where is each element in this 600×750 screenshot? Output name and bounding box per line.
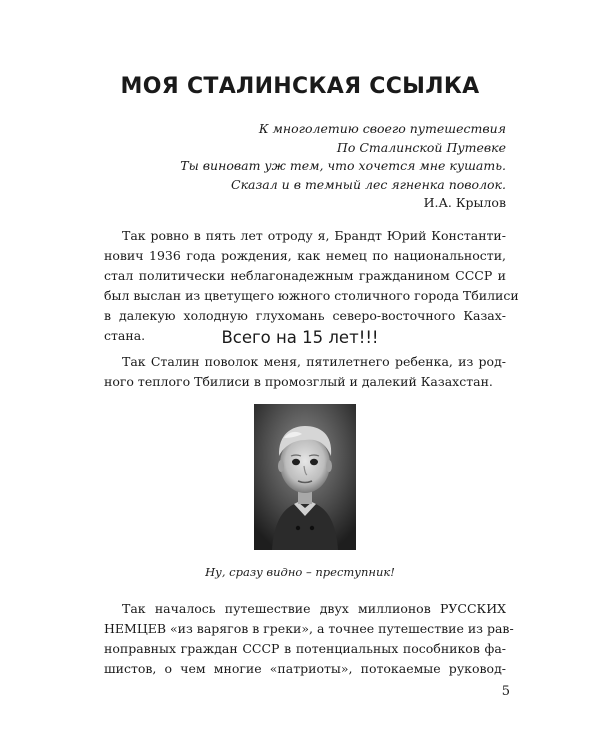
child-portrait-photo — [254, 404, 356, 550]
epigraph-line: Сказал и в темный лес ягненка поволок. — [231, 176, 506, 192]
paragraph-3 — [104, 599, 514, 679]
paragraph-line: был выслан из цветущего южного столичного города Тбилиси — [104, 288, 519, 303]
paragraph-line: ного теплого Тбилиси в промозглый и далекий Казахстан. — [104, 374, 493, 389]
paragraph-line: ноправных граждан СССР в потенциальных пособников фа- — [104, 641, 506, 656]
paragraph-line: Так началось путешествие двух миллионов РУССКИХ — [122, 601, 506, 616]
paragraph-line: НЕМЦЕВ «из варягов в греки», а точнее путешествие из рав- — [104, 621, 514, 636]
epigraph-author: И.А. Крылов — [423, 195, 506, 210]
page-number: 5 — [501, 684, 510, 699]
epigraph-line: Ты виноват уж тем, что хочется мне кушать. — [180, 158, 506, 173]
paragraph-line: стана. — [104, 328, 146, 343]
paragraph-2 — [104, 352, 506, 392]
paragraph-line: нович 1936 года рождения, как немец по национальности, — [104, 248, 506, 263]
page-title: МОЯ СТАЛИНСКАЯ ССЫЛКА — [120, 74, 480, 99]
section-heading: Всего на 15 лет!!! — [221, 328, 379, 347]
epigraph — [140, 120, 506, 213]
paragraph-line: Так Сталин поволок меня, пятилетнего ребенка, из род- — [122, 354, 506, 369]
paragraph-line: в далекую холодную глухомань северо-восточного Казах- — [104, 308, 506, 323]
paragraph-line: шистов, о чем многие «патриоты», потокаемые руковод- — [104, 661, 506, 676]
epigraph-line: По Сталинской Путевке — [336, 139, 506, 155]
epigraph-line: К многолетию своего путешествия — [258, 121, 506, 136]
photo-caption: Ну, сразу видно – преступник! — [205, 565, 395, 579]
paragraph-line: стал политически неблагонадежным гражданином СССР и — [104, 268, 506, 283]
paragraph-line: Так ровно в пять лет отроду я, Брандт Юрий Константи- — [122, 228, 506, 243]
